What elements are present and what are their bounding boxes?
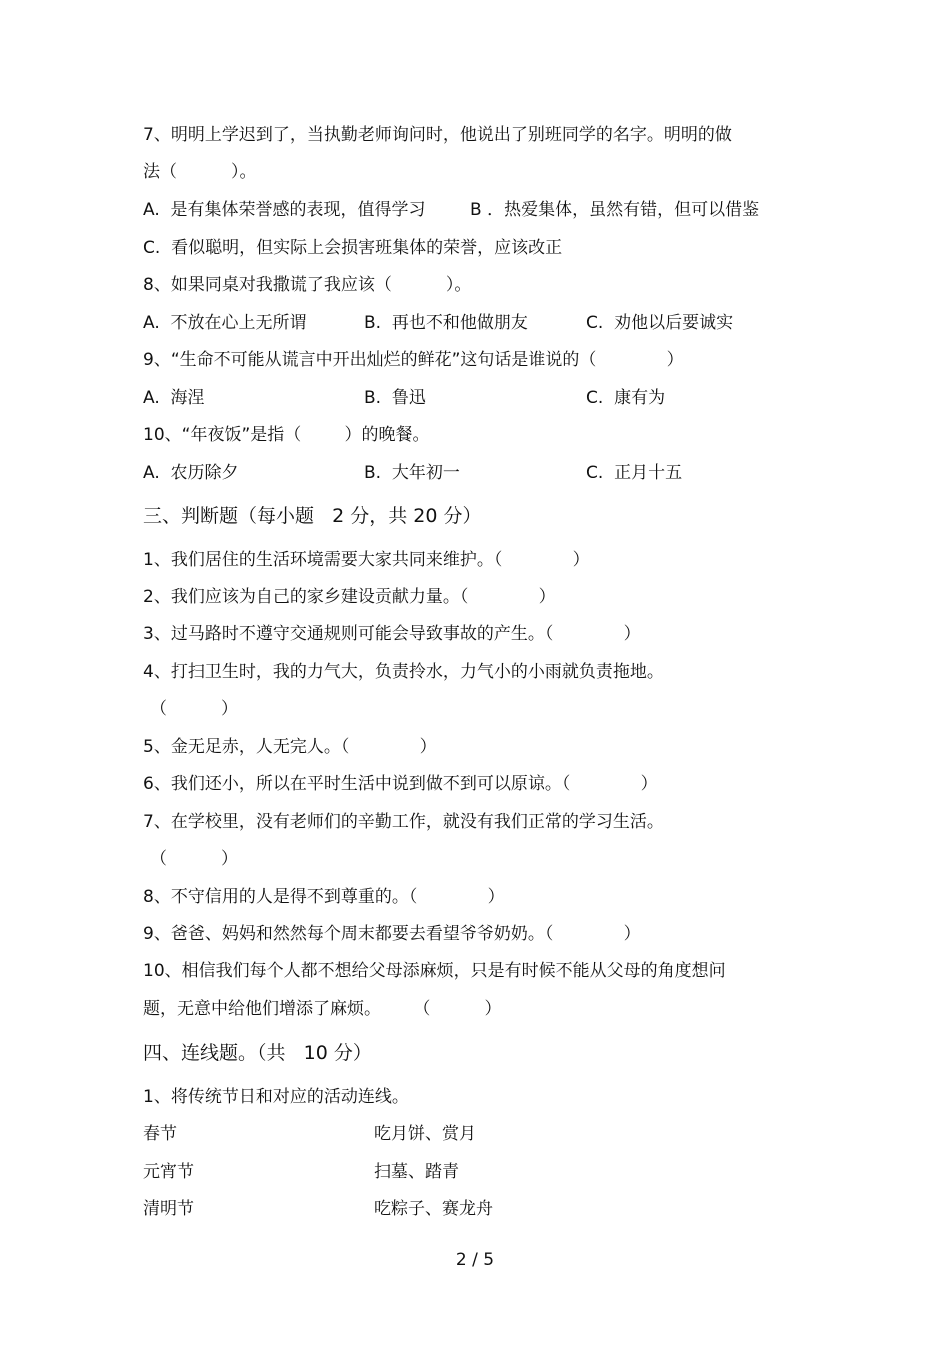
judgment-item: 9、爸爸、妈妈和然然每个周末都要去看望爷爷奶奶。（ ） [143, 924, 641, 944]
festival-name: 春节 [143, 1124, 177, 1144]
judgment-item-blank: （ ） [150, 849, 239, 869]
judgment-item: 3、过马路时不遵守交通规则可能会导致事故的产生。（ ） [143, 624, 641, 644]
question-9-option-b: B. 鲁迅 [364, 388, 426, 408]
festival-name: 元宵节 [143, 1162, 194, 1182]
page-number: 2 / 5 [455, 1250, 495, 1270]
section-3-heading: 三、判断题（每小题 2 分，共 20 分） [143, 505, 482, 527]
festival-activity: 吃粽子、赛龙舟 [374, 1199, 493, 1219]
question-8-option-b: B. 再也不和他做朋友 [364, 313, 528, 333]
question-10-stem: 10、“年夜饭”是指（ ）的晚餐。 [143, 425, 430, 445]
question-8-stem: 8、如果同桌对我撒谎了我应该（ ）。 [143, 275, 472, 295]
judgment-item: 1、我们居住的生活环境需要大家共同来维护。（ ） [143, 550, 590, 570]
question-7-option-c: C. 看似聪明，但实际上会损害班集体的荣誉，应该改正 [143, 238, 563, 258]
judgment-item: 5、金无足赤，人无完人。（ ） [143, 737, 437, 757]
matching-question-1: 1、将传统节日和对应的活动连线。 [143, 1087, 409, 1107]
judgment-item: 题，无意中给他们增添了麻烦。 （ ） [143, 999, 502, 1019]
section-4-heading: 四、连线题。（共 10 分） [143, 1042, 372, 1064]
festival-activity: 吃月饼、赏月 [374, 1124, 476, 1144]
question-8-option-c: C. 劝他以后要诚实 [586, 313, 734, 333]
question-9-option-c: C. 康有为 [586, 388, 666, 408]
question-10-option-b: B. 大年初一 [364, 463, 460, 483]
question-10-option-a: A. 农历除夕 [143, 463, 239, 483]
judgment-item: 2、我们应该为自己的家乡建设贡献力量。（ ） [143, 587, 556, 607]
question-7-line-1: 7、明明上学迟到了，当执勤老师询问时，他说出了别班同学的名字。明明的做 [143, 125, 732, 145]
festival-name: 清明节 [143, 1199, 194, 1219]
festival-activity: 扫墓、踏青 [374, 1162, 459, 1182]
judgment-item: 6、我们还小，所以在平时生活中说到做不到可以原谅。（ ） [143, 774, 658, 794]
question-9-option-a: A. 海涅 [143, 388, 205, 408]
question-8-option-a: A. 不放在心上无所谓 [143, 313, 307, 333]
question-10-option-c: C. 正月十五 [586, 463, 683, 483]
question-7-option-a: A. 是有集体荣誉感的表现，值得学习 [143, 200, 426, 220]
question-7-option-b: B ．热爱集体，虽然有错，但可以借鉴 [470, 200, 760, 220]
judgment-item: 8、不守信用的人是得不到尊重的。（ ） [143, 887, 505, 907]
question-7-line-2: 法（ ）。 [143, 162, 257, 182]
judgment-item: 4、打扫卫生时，我的力气大，负责拎水，力气小的小雨就负责拖地。 [143, 662, 664, 682]
judgment-item-blank: （ ） [150, 699, 239, 719]
question-9-stem: 9、“生命不可能从谎言中开出灿烂的鲜花”这句话是谁说的（ ） [143, 350, 684, 370]
judgment-item: 10、相信我们每个人都不想给父母添麻烦，只是有时候不能从父母的角度想问 [143, 961, 726, 981]
judgment-item: 7、在学校里，没有老师们的辛勤工作，就没有我们正常的学习生活。 [143, 812, 664, 832]
